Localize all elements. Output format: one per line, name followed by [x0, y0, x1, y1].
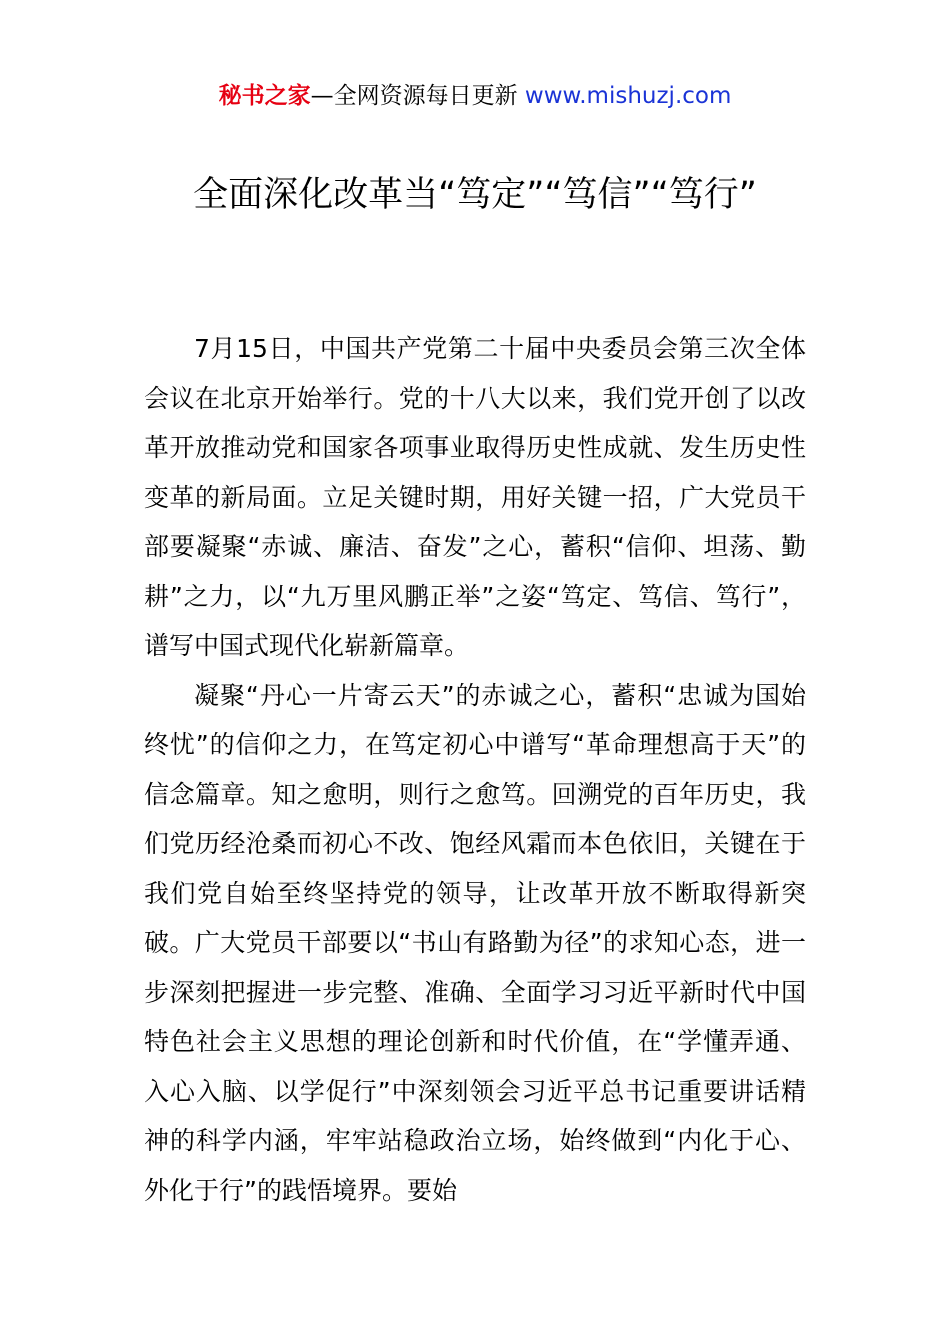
paragraph: 凝聚“丹心一片寄云天”的赤诚之心，蓄积“忠诚为国始终忧”的信仰之力，在笃定初心中谱写“革命理想高于天”的信念篇章。知之愈明，则行之愈笃。回溯党的百年历史，我们党历经沧桑而初心不改、饱经风霜而本色依旧，关键在于我们党自始至终坚持党的领导，让改革开放不断取得新突破。广大党员干部要以“书山有路勤为径”的求知心态，进一步深刻把握进一步完整、准确、全面学习习近平新时代中国特色社会主义思想的理论创新和时代价值，在“学懂弄通、入心入脑、以学促行”中深刻领会习近平总书记重要讲话精神的科学内涵，牢牢站稳政治立场，始终做到“内化于心、外化于行”的践悟境界。要始	[144, 680, 806, 1205]
site-header	[0, 80, 950, 112]
site-brand: 秘书之家	[218, 83, 311, 109]
site-tagline: —全网资源每日更新	[310, 83, 525, 109]
document-body	[144, 324, 806, 1215]
paragraph: 7月15日，中国共产党第二十届中央委员会第三次全体会议在北京开始举行。党的十八大以来，我们党开创了以改革开放推动党和国家各项事业取得历史性成就、发生历史性变革的新局面。立足关键时期，用好关键一招，广大党员干部要凝聚“赤诚、廉洁、奋发”之心，蓄积“信仰、坦荡、勤耕”之力，以“九万里风鹏正举”之姿“笃定、笃信、笃行”，谱写中国式现代化崭新篇章。	[144, 334, 806, 660]
site-url-link[interactable]: www.mishuzj.com	[524, 83, 732, 109]
document-title: 全面深化改革当“笃定”“笃信”“笃行”	[193, 175, 757, 215]
